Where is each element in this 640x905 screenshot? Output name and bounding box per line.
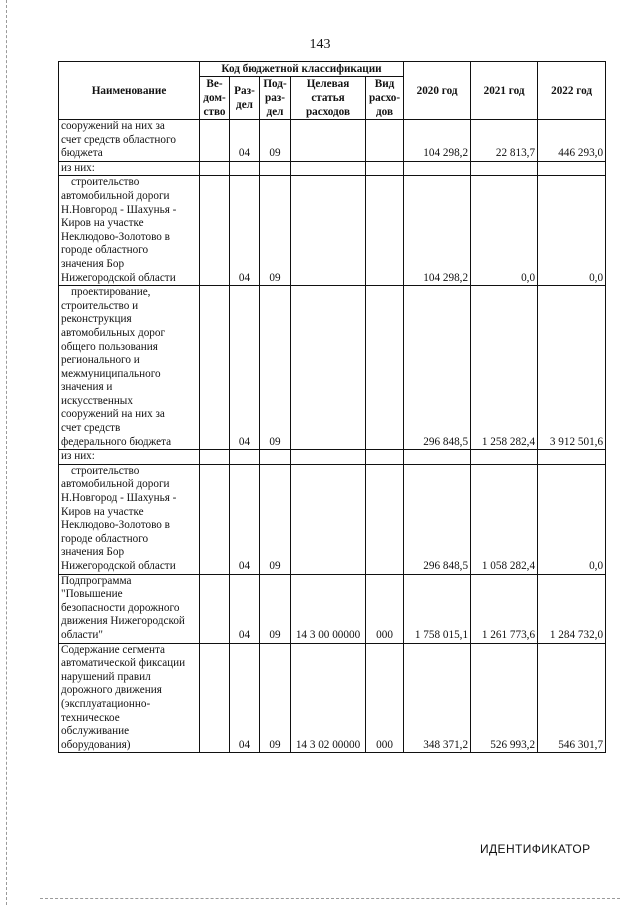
cell-section — [230, 161, 260, 176]
document-identifier: ИДЕНТИФИКАТОР — [480, 842, 591, 856]
cell-2022: 3 912 501,6 — [538, 286, 606, 450]
cell-2022: 1 284 732,0 — [538, 574, 606, 643]
cell-department — [200, 120, 230, 162]
cell-subsection — [260, 450, 291, 465]
header-name: Наименование — [59, 62, 200, 120]
table-row — [59, 464, 606, 574]
table-row — [59, 120, 606, 162]
header-2022: 2022 год — [538, 62, 606, 120]
cell-target-article — [291, 120, 366, 162]
cell-department — [200, 574, 230, 643]
cell-name — [59, 450, 200, 465]
cell-department — [200, 450, 230, 465]
row-name-text: строительство автомобильной дороги Н.Новгород - Шахунья - Киров на участке Неклюдово-Золотово в городе областного значения Бор Нижегородской области — [61, 176, 177, 284]
header-department: Ве- дом- ство — [200, 77, 230, 120]
cell-2022: 0,0 — [538, 464, 606, 574]
cell-section: 04 — [230, 176, 260, 286]
cell-name — [59, 464, 200, 574]
cell-expense-type — [366, 286, 404, 450]
cell-target-article — [291, 450, 366, 465]
page-bottom-rule — [40, 898, 620, 899]
table-header — [59, 62, 606, 120]
row-name-text: проектирование, строительство и реконструкция автомобильных дорог общего пользования регионального и межмуниципального значения и искусственных сооружений на них за счет средств федерального бюджета — [61, 286, 172, 448]
cell-2021: 1 058 282,4 — [471, 464, 538, 574]
cell-2022 — [538, 161, 606, 176]
cell-target-article — [291, 464, 366, 574]
cell-subsection: 09 — [260, 176, 291, 286]
cell-subsection: 09 — [260, 286, 291, 450]
header-budget-code: Код бюджетной классификации — [200, 62, 404, 77]
table-row — [59, 161, 606, 176]
table-row — [59, 286, 606, 450]
table-row — [59, 450, 606, 465]
cell-subsection: 09 — [260, 120, 291, 162]
budget-table — [58, 61, 606, 753]
cell-expense-type: 000 — [366, 643, 404, 753]
cell-department — [200, 643, 230, 753]
header-expense-type: Вид расхо- дов — [366, 77, 404, 120]
cell-department — [200, 286, 230, 450]
cell-2022: 546 301,7 — [538, 643, 606, 753]
cell-target-article — [291, 286, 366, 450]
cell-2021: 0,0 — [471, 176, 538, 286]
row-name-text: Содержание сегмента автоматической фиксации нарушений правил дорожного движения (эксплуатационно- техническое обслуживание оборудования) — [61, 643, 186, 751]
cell-department — [200, 464, 230, 574]
cell-expense-type — [366, 464, 404, 574]
cell-section — [230, 450, 260, 465]
row-name-text: сооружений на них за счет средств областного бюджета — [61, 120, 176, 160]
cell-2020: 104 298,2 — [404, 176, 471, 286]
cell-2020 — [404, 450, 471, 465]
cell-section: 04 — [230, 286, 260, 450]
cell-2021: 22 813,7 — [471, 120, 538, 162]
header-section: Раз- дел — [230, 77, 260, 120]
cell-2021 — [471, 450, 538, 465]
header-subsection: Под- раз- дел — [260, 77, 291, 120]
cell-2020 — [404, 161, 471, 176]
table-row — [59, 176, 606, 286]
cell-expense-type — [366, 450, 404, 465]
cell-name — [59, 643, 200, 753]
row-name-text: из них: — [61, 161, 95, 174]
cell-name — [59, 574, 200, 643]
header-2020: 2020 год — [404, 62, 471, 120]
cell-2020: 1 758 015,1 — [404, 574, 471, 643]
row-name-text: строительство автомобильной дороги Н.Новгород - Шахунья - Киров на участке Неклюдово-Золотово в городе областного значения Бор Нижегородской области — [61, 464, 177, 572]
cell-department — [200, 176, 230, 286]
row-name-text: из них: — [61, 450, 95, 463]
row-name-text: Подпрограмма "Повышение безопасности дорожного движения Нижегородской области" — [61, 574, 185, 641]
cell-subsection: 09 — [260, 574, 291, 643]
cell-name — [59, 161, 200, 176]
cell-subsection — [260, 161, 291, 176]
cell-2020: 348 371,2 — [404, 643, 471, 753]
cell-target-article — [291, 176, 366, 286]
cell-2020: 104 298,2 — [404, 120, 471, 162]
cell-2021: 1 258 282,4 — [471, 286, 538, 450]
header-2021: 2021 год — [471, 62, 538, 120]
cell-section: 04 — [230, 574, 260, 643]
cell-subsection: 09 — [260, 643, 291, 753]
table-body — [59, 120, 606, 753]
cell-name — [59, 120, 200, 162]
cell-2022 — [538, 450, 606, 465]
cell-target-article: 14 3 00 00000 — [291, 574, 366, 643]
cell-2022: 446 293,0 — [538, 120, 606, 162]
cell-2020: 296 848,5 — [404, 286, 471, 450]
cell-expense-type: 000 — [366, 574, 404, 643]
cell-name — [59, 176, 200, 286]
cell-2021: 526 993,2 — [471, 643, 538, 753]
cell-2020: 296 848,5 — [404, 464, 471, 574]
table-row — [59, 574, 606, 643]
page-number: 143 — [309, 37, 331, 52]
cell-name — [59, 286, 200, 450]
cell-target-article — [291, 161, 366, 176]
cell-2021: 1 261 773,6 — [471, 574, 538, 643]
header-target-article: Целевая статья расходов — [291, 77, 366, 120]
cell-2021 — [471, 161, 538, 176]
cell-expense-type — [366, 161, 404, 176]
cell-2022: 0,0 — [538, 176, 606, 286]
page-margin-rule — [6, 0, 7, 905]
cell-section: 04 — [230, 643, 260, 753]
cell-section: 04 — [230, 120, 260, 162]
cell-expense-type — [366, 176, 404, 286]
cell-expense-type — [366, 120, 404, 162]
cell-department — [200, 161, 230, 176]
cell-target-article: 14 3 02 00000 — [291, 643, 366, 753]
cell-section: 04 — [230, 464, 260, 574]
table-row — [59, 643, 606, 753]
cell-subsection: 09 — [260, 464, 291, 574]
